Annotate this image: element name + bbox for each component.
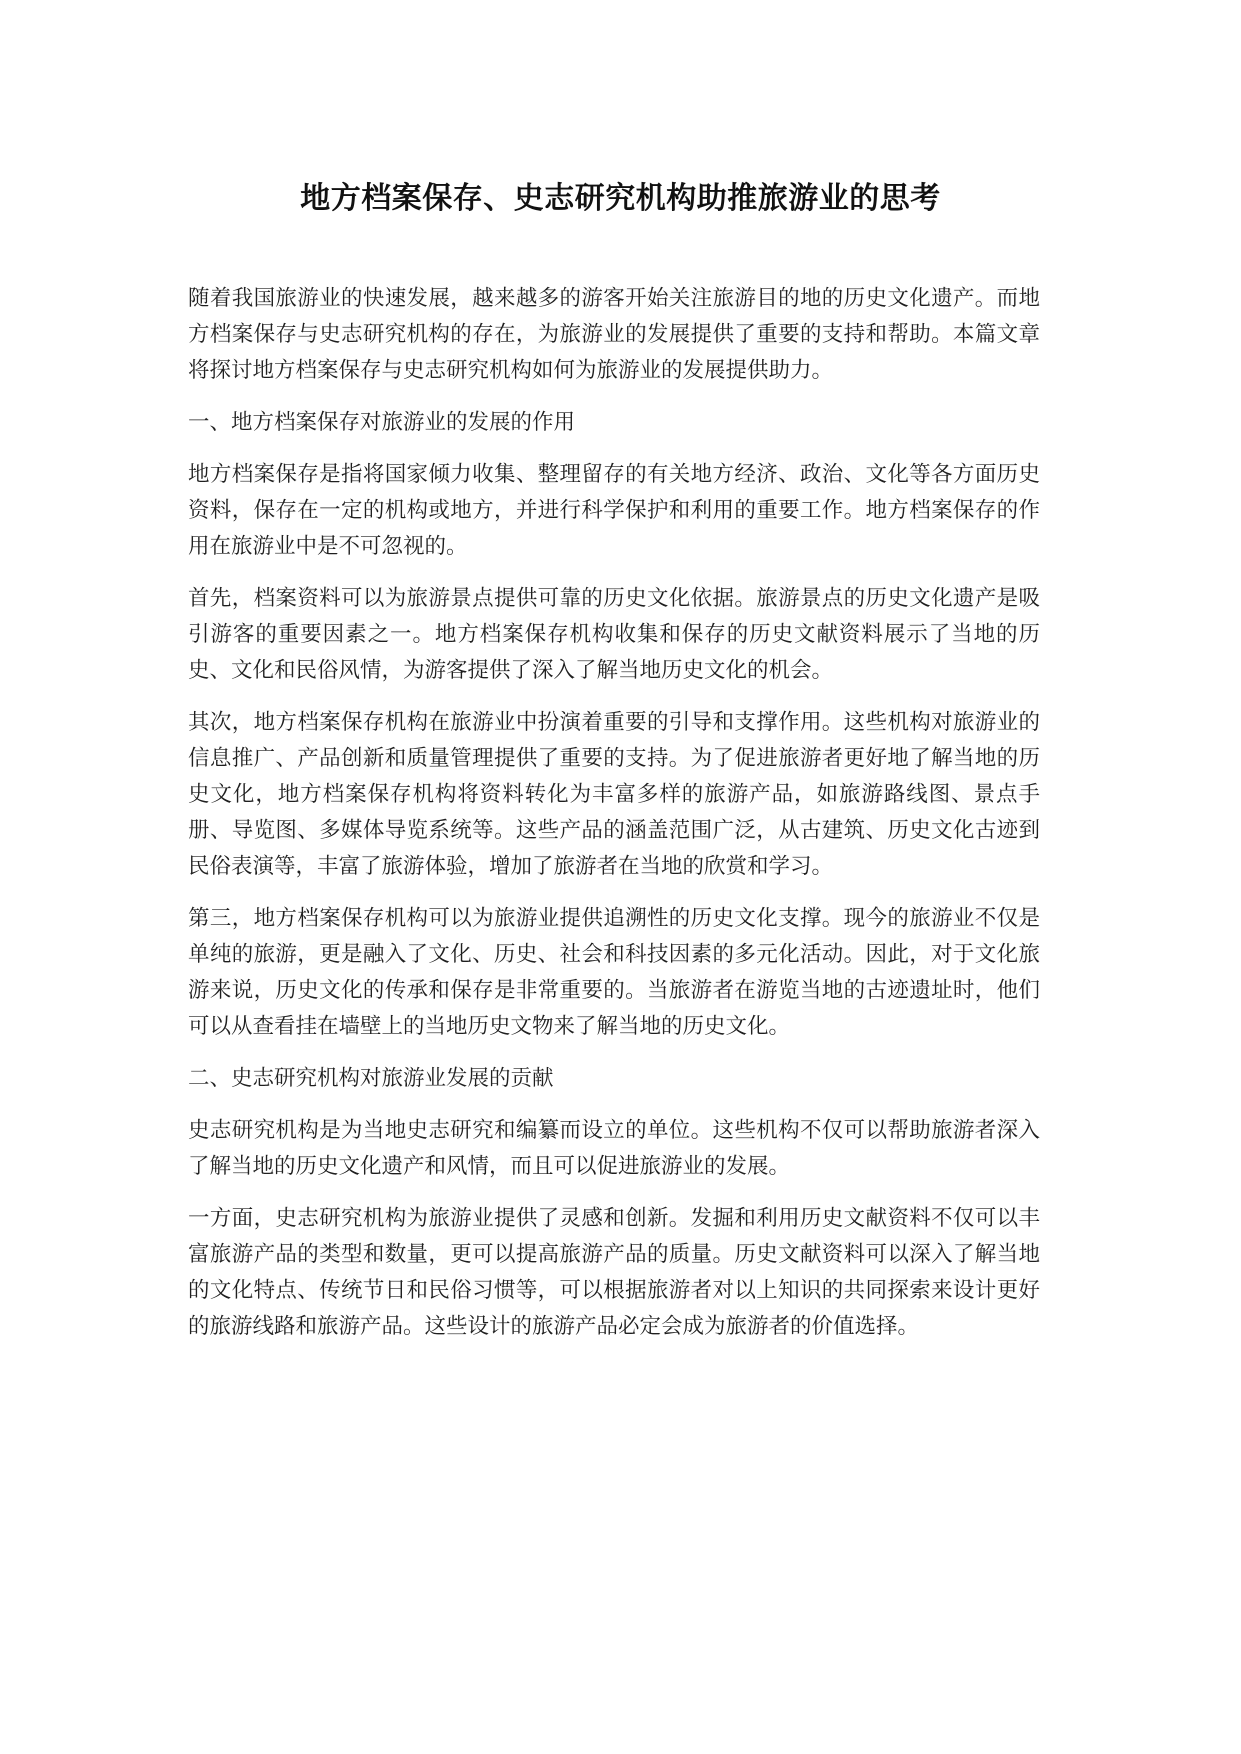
paragraph: 第三，地方档案保存机构可以为旅游业提供追溯性的历史文化支撑。现今的旅游业不仅是单纯的旅游，更是融入了文化、历史、社会和科技因素的多元化活动。因此，对于文化旅游来说，历史文化的传承和保存是非常重要的。当旅游者在游览当地的古迹遗址时，他们可以从查看挂在墙壁上的当地历史文物来了解当地的历史文化。 bbox=[188, 906, 1040, 1039]
document-body bbox=[188, 281, 1040, 1361]
page-title: 地方档案保存、史志研究机构助推旅游业的思考 bbox=[300, 181, 941, 216]
section-heading-1: 一、地方档案保存对旅游业的发展的作用 bbox=[188, 410, 576, 435]
section-heading-2: 二、史志研究机构对旅游业发展的贡献 bbox=[188, 1066, 554, 1091]
paragraph: 首先，档案资料可以为旅游景点提供可靠的历史文化依据。旅游景点的历史文化遗产是吸引游客的重要因素之一。地方档案保存机构收集和保存的历史文献资料展示了当地的历史、文化和民俗风情，为游客提供了深入了解当地历史文化的机会。 bbox=[188, 586, 1040, 683]
paragraph: 其次，地方档案保存机构在旅游业中扮演着重要的引导和支撑作用。这些机构对旅游业的信息推广、产品创新和质量管理提供了重要的支持。为了促进旅游者更好地了解当地的历史文化，地方档案保存机构将资料转化为丰富多样的旅游产品，如旅游路线图、景点手册、导览图、多媒体导览系统等。这些产品的涵盖范围广泛，从古建筑、历史文化古迹到民俗表演等，丰富了旅游体验，增加了旅游者在当地的欣赏和学习。 bbox=[188, 710, 1040, 879]
paragraph: 一方面，史志研究机构为旅游业提供了灵感和创新。发掘和利用历史文献资料不仅可以丰富旅游产品的类型和数量，更可以提高旅游产品的质量。历史文献资料可以深入了解当地的文化特点、传统节日和民俗习惯等，可以根据旅游者对以上知识的共同探索来设计更好的旅游线路和旅游产品。这些设计的旅游产品必定会成为旅游者的价值选择。 bbox=[188, 1206, 1040, 1339]
intro-paragraph: 随着我国旅游业的快速发展，越来越多的游客开始关注旅游目的地的历史文化遗产。而地方档案保存与史志研究机构的存在，为旅游业的发展提供了重要的支持和帮助。本篇文章将探讨地方档案保存与史志研究机构如何为旅游业的发展提供助力。 bbox=[188, 286, 1040, 383]
paragraph: 地方档案保存是指将国家倾力收集、整理留存的有关地方经济、政治、文化等各方面历史资料，保存在一定的机构或地方，并进行科学保护和利用的重要工作。地方档案保存的作用在旅游业中是不可忽视的。 bbox=[188, 462, 1040, 559]
paragraph: 史志研究机构是为当地史志研究和编纂而设立的单位。这些机构不仅可以帮助旅游者深入了解当地的历史文化遗产和风情，而且可以促进旅游业的发展。 bbox=[188, 1118, 1040, 1179]
